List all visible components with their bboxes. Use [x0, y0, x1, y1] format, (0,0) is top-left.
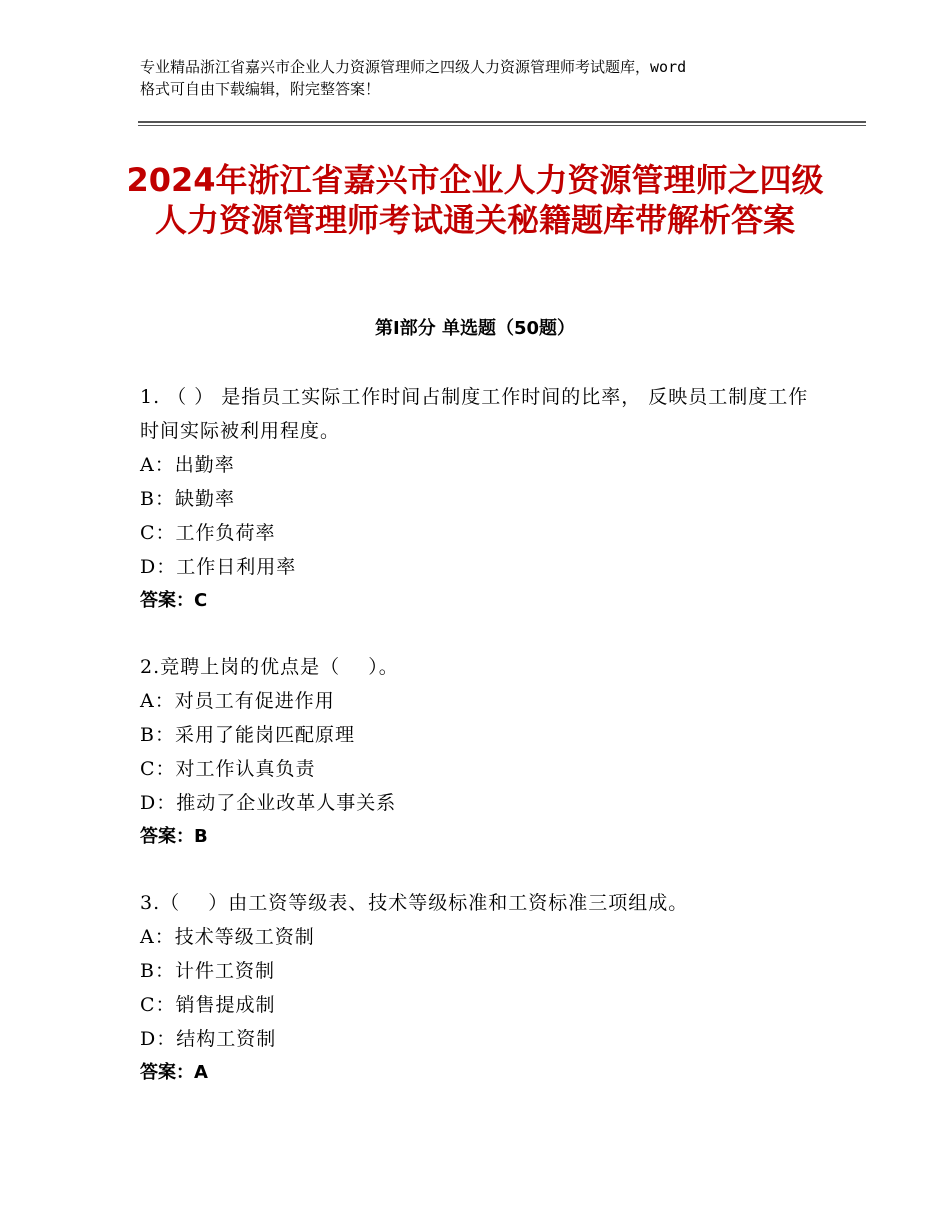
option-a: A：对员工有促进作用: [140, 690, 335, 712]
option-d: D：结构工资制: [140, 1028, 277, 1050]
option-b: B：缺勤率: [140, 488, 235, 510]
answer: 答案：B: [140, 826, 208, 847]
option-b: B：计件工资制: [140, 960, 275, 982]
question-stem: 2.竞聘上岗的优点是（ ）。: [140, 656, 399, 678]
option-d: D：推动了企业改革人事关系: [140, 792, 397, 814]
document-title: 2024年浙江省嘉兴市企业人力资源管理师之四级人力资源管理师考试通关秘籍题库带解析答案: [126, 161, 824, 239]
option-c: C：销售提成制: [140, 994, 276, 1016]
option-c: C：对工作认真负责: [140, 758, 316, 780]
question-2: [140, 650, 810, 854]
question-stem: 1. （ ） 是指员工实际工作时间占制度工作时间的比率， 反映员工制度工作时间实际被利用程度。: [140, 386, 809, 442]
question-list: [140, 380, 810, 1122]
header-rule-thin: [138, 125, 866, 126]
question-stem: 3.（ ）由工资等级表、技术等级标准和工资标准三项组成。: [140, 892, 689, 914]
question-3: [140, 886, 810, 1090]
section-title: 第Ⅰ部分 单选题（50题）: [374, 318, 575, 339]
option-c: C：工作负荷率: [140, 522, 276, 544]
question-1: [140, 380, 810, 618]
header-note: 专业精品浙江省嘉兴市企业人力资源管理师之四级人力资源管理师考试题库，word 格式可自由下载编辑，附完整答案！: [140, 58, 687, 98]
option-a: A：技术等级工资制: [140, 926, 315, 948]
answer: 答案：A: [140, 1062, 208, 1083]
option-a: A：出勤率: [140, 454, 235, 476]
option-b: B：采用了能岗匹配原理: [140, 724, 355, 746]
header-rule-thick: [138, 121, 866, 123]
answer: 答案：C: [140, 590, 208, 611]
option-d: D：工作日利用率: [140, 556, 297, 578]
